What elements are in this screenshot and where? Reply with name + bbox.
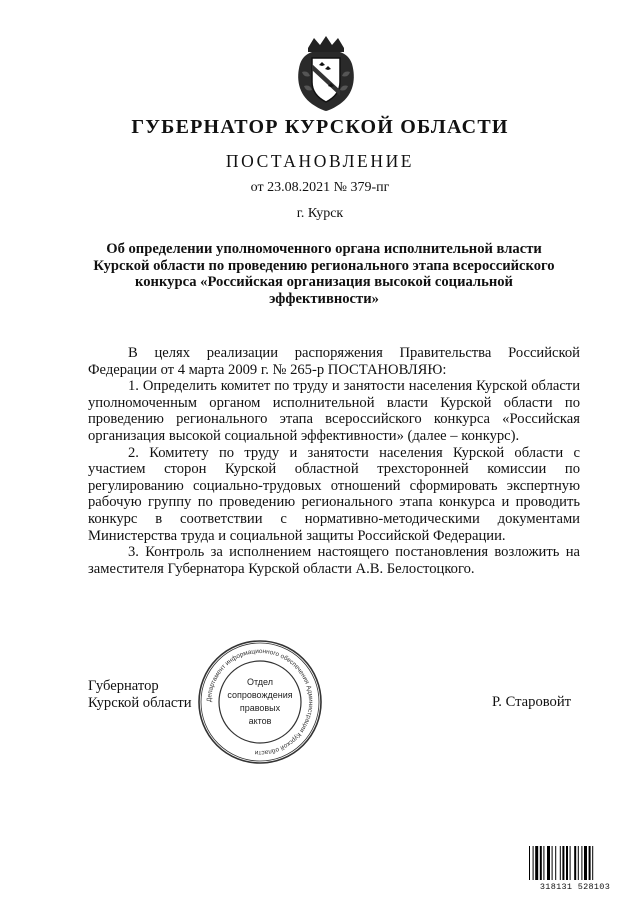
barcode-bar bbox=[589, 846, 591, 880]
barcode-bar bbox=[562, 846, 564, 880]
signatory-position-line: Губернатор bbox=[88, 678, 159, 694]
body-paragraph: 3. Контроль за исполнением настоящего постановления возложить на заместителя Губернатора Курской области А.В. Белостоцкого. bbox=[88, 544, 580, 577]
stamp-center-line: актов bbox=[248, 716, 272, 726]
document-subject: Об определении уполномоченного органа исполнительной власти Курской области по проведению регионального этапа всероссийского конкурса «Российская организация высокой социальной эффективности» bbox=[93, 241, 555, 307]
barcode-bar bbox=[535, 846, 538, 880]
signatory-position-line: Курской области bbox=[88, 694, 192, 711]
barcode-bar bbox=[570, 846, 571, 880]
barcode-bar bbox=[584, 846, 587, 880]
barcode-bar bbox=[578, 846, 579, 880]
barcode-bar bbox=[543, 846, 544, 880]
stamp-center-line: сопровождения bbox=[227, 690, 293, 700]
signatory-position bbox=[88, 678, 192, 711]
barcode-bar bbox=[566, 846, 568, 880]
stamp-outer-text: Департамент информационного обеспечения Администрации Курской области bbox=[205, 647, 315, 757]
stamp-center-line: правовых bbox=[239, 703, 281, 713]
barcode-bar bbox=[581, 846, 582, 880]
barcode-bar bbox=[547, 846, 550, 880]
barcode-bar bbox=[574, 846, 576, 880]
body-paragraph: 1. Определить комитет по труду и занятости населения Курской области уполномоченным органом исполнительной власти Курской области по проведению регионального этапа всероссийского конкурса «Российская организация высокой социальной эффективности» (далее – конкурс). bbox=[88, 378, 580, 444]
governor-title: ГУБЕРНАТОР КУРСКОЙ ОБЛАСТИ bbox=[131, 116, 509, 138]
barcode-bar bbox=[529, 846, 530, 880]
barcode-bar bbox=[560, 846, 561, 880]
svg-text:Департамент информационного об bbox=[206, 648, 314, 756]
barcode-number: 318131 528103 bbox=[539, 882, 611, 892]
official-stamp bbox=[196, 638, 324, 766]
coat-of-arms-icon bbox=[294, 34, 358, 112]
barcode-bar bbox=[533, 846, 534, 880]
document-body bbox=[88, 345, 580, 577]
stamp-center-line: Отдел bbox=[246, 677, 274, 687]
body-paragraph: В целях реализации распоряжения Правительства Российской Федерации от 4 марта 2009 г. № 265-р ПОСТАНОВЛЯЮ: bbox=[88, 345, 580, 378]
barcode-bar bbox=[592, 846, 593, 880]
document-date-number: от 23.08.2021 № 379-пг bbox=[250, 180, 390, 195]
barcode-bar bbox=[540, 846, 542, 880]
document-type: ПОСТАНОВЛЕНИЕ bbox=[225, 151, 415, 171]
barcode-bar bbox=[552, 846, 553, 880]
body-paragraph: 2. Комитету по труду и занятости населения Курской области с участием сторон Курской областной трехсторонней комиссии по регулированию социально-трудовых отношений сформировать экспертную рабочую группу по проведению регионального этапа конкурса и проводить конкурс в соответствии с нормативно-методическими документами Министерства труда и социальной защиты Российской Федерации. bbox=[88, 444, 580, 544]
barcode bbox=[529, 846, 621, 880]
signatory-name: Р. Старовойт bbox=[492, 694, 572, 710]
document-city: г. Курск bbox=[296, 206, 344, 221]
barcode-bar bbox=[555, 846, 556, 880]
